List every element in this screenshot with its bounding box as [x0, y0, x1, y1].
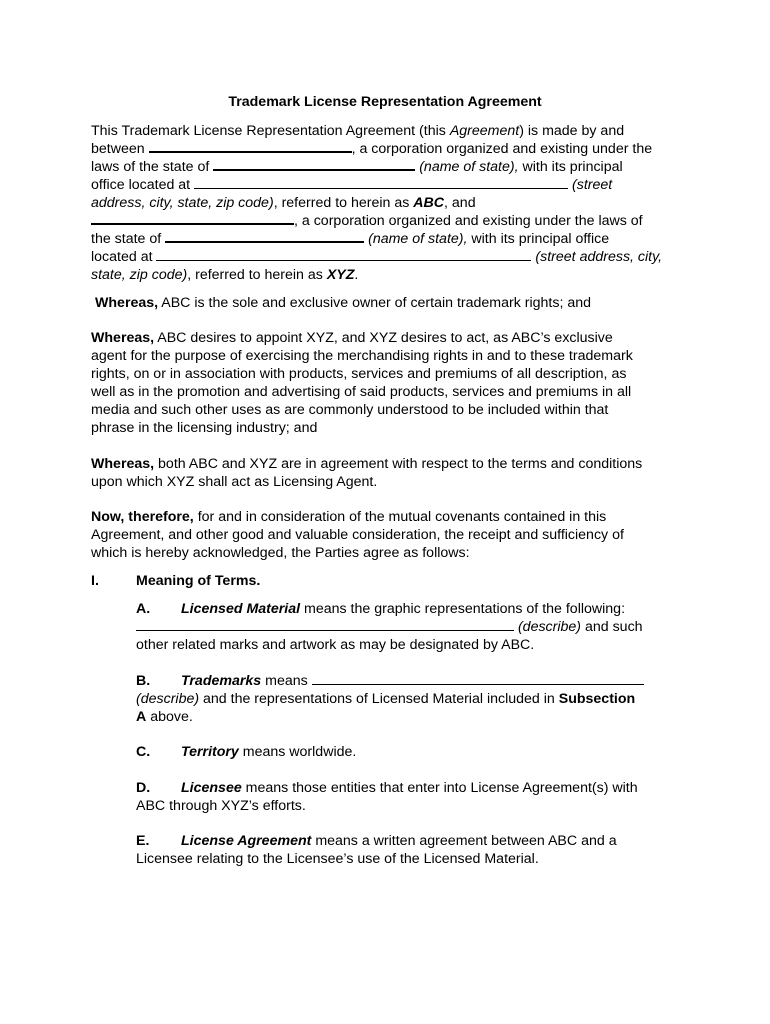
whereas-text: ABC desires to appoint XYZ, and XYZ desires to act, as ABC’s exclusive [154, 330, 613, 346]
therefore-line-2: Agreement, and other good and valuable consideration, the receipt and sufficiency of [91, 527, 624, 543]
party-b-address-blank[interactable] [156, 249, 531, 261]
trademarks-blank[interactable] [312, 673, 644, 685]
definition-text: means [261, 673, 312, 689]
item-e-letter: E. [136, 833, 150, 849]
whereas-label: Whereas, [95, 295, 159, 311]
whereas-label: Whereas, [91, 330, 155, 346]
intro-line-7 [91, 230, 609, 248]
subsection-ref: A [136, 709, 147, 725]
whereas-3-line-2: upon which XYZ shall act as Licensing Agent. [91, 474, 378, 490]
item-d-letter: D. [136, 780, 151, 796]
whereas-2-line-3: rights, on or in association with products, services and premiums of all description, as [91, 366, 627, 382]
item-c-letter: C. [136, 744, 151, 760]
definition-text: and such [581, 619, 643, 635]
intro-text: located at [91, 249, 157, 265]
item-b-line-1 [181, 672, 644, 690]
therefore-text: for and in consideration of the mutual covenants contained in this [193, 509, 607, 525]
intro-line-5 [91, 194, 476, 212]
definition-text: means the graphic representations of the following: [300, 601, 626, 617]
intro-text: , referred to herein as [273, 195, 414, 211]
whereas-2-line-2: agent for the purpose of exercising the merchandising rights in and to these trademark [91, 348, 633, 364]
definition-text: means those entities that enter into License Agreement(s) with [241, 780, 638, 796]
party-a-address-blank[interactable] [194, 177, 568, 189]
intro-text: the state of [91, 231, 166, 247]
intro-text: with its principal [518, 159, 623, 175]
whereas-2-line-6: phrase in the licensing industry; and [91, 420, 318, 436]
item-c-line-1 [181, 743, 356, 761]
intro-text: between [91, 141, 149, 157]
intro-text: , a corporation organized and existing under the [351, 141, 653, 157]
therefore-label: Now, therefore, [91, 509, 194, 525]
intro-text: ) is made by and [519, 123, 625, 139]
whereas-text: both ABC and XYZ are in agreement with respect to the terms and conditions [154, 456, 643, 472]
intro-text: This Trademark License Representation Agreement (this [91, 123, 450, 139]
hint-text: (name of state), [419, 159, 519, 175]
defined-term: Trademarks [181, 673, 262, 689]
item-b-line-3 [136, 708, 193, 726]
definition-text: and the representations of Licensed Material included in [199, 691, 559, 707]
defined-term: Territory [181, 744, 239, 760]
xyz-term: XYZ [326, 267, 355, 283]
intro-line-2 [91, 140, 652, 158]
whereas-text: ABC is the sole and exclusive owner of certain trademark rights; and [158, 295, 592, 311]
item-b-line-2 [136, 690, 635, 708]
defined-term: Licensee [181, 780, 242, 796]
intro-line-4 [91, 176, 612, 194]
licensed-material-blank[interactable] [136, 619, 514, 631]
hint-text: (street address, city, [535, 249, 663, 265]
definition-text: means a written agreement between ABC and a [311, 833, 617, 849]
intro-text: office located at [91, 177, 195, 193]
subsection-ref: Subsection [558, 691, 636, 707]
section-heading: Meaning of Terms. [136, 573, 261, 589]
intro-line-1 [91, 122, 624, 140]
hint-text: (name of state), [368, 231, 468, 247]
whereas-1 [95, 294, 591, 312]
section-number: I. [91, 573, 99, 589]
intro-text: . [354, 267, 359, 283]
whereas-label: Whereas, [91, 456, 155, 472]
item-a-letter: A. [136, 601, 151, 617]
item-a-line-1 [181, 600, 625, 618]
intro-text: , and [444, 195, 476, 211]
intro-line-9 [91, 266, 358, 284]
agreement-term: Agreement [449, 123, 520, 139]
definition-text: above. [146, 709, 193, 725]
document-title: Trademark License Representation Agreement [228, 94, 542, 110]
party-b-name-blank[interactable] [91, 212, 294, 225]
abc-term: ABC [413, 195, 445, 211]
defined-term: License Agreement [181, 833, 312, 849]
item-b-letter: B. [136, 673, 151, 689]
party-a-state-blank[interactable] [213, 158, 415, 171]
defined-term: Licensed Material [181, 601, 301, 617]
item-a-line-3: other related marks and artwork as may be designated by ABC. [136, 637, 535, 653]
intro-line-6 [91, 212, 643, 230]
hint-text: (describe) [517, 619, 582, 635]
definition-text: means worldwide. [238, 744, 357, 760]
hint-text: address, city, state, zip code) [91, 195, 274, 211]
intro-text: laws of the state of [91, 159, 214, 175]
therefore-line-1 [91, 508, 606, 526]
hint-text: (describe) [136, 691, 200, 707]
intro-text: , a corporation organized and existing under the laws of [294, 213, 643, 229]
hint-text: state, zip code) [91, 267, 188, 283]
therefore-line-3: which is hereby acknowledged, the Parties agree as follows: [91, 545, 470, 561]
whereas-3-line-1 [91, 455, 642, 473]
whereas-2-line-5: media and such other uses as are commonly understood to be included within that [91, 402, 609, 418]
item-d-line-2: ABC through XYZ’s efforts. [136, 798, 306, 814]
item-a-line-2 [136, 618, 643, 636]
intro-text: with its principal office [467, 231, 610, 247]
item-d-line-1 [181, 779, 638, 797]
item-e-line-1 [181, 832, 617, 850]
item-e-line-2: Licensee relating to the Licensee’s use of the Licensed Material. [136, 851, 539, 867]
whereas-2-line-4: well as in the promotion and advertising of said products, services and premiums in all [91, 384, 632, 400]
intro-text: , referred to herein as [187, 267, 327, 283]
party-a-name-blank[interactable] [149, 140, 352, 153]
hint-text: (street [572, 177, 613, 193]
intro-line-3 [91, 158, 623, 176]
party-b-state-blank[interactable] [165, 230, 364, 243]
whereas-2-line-1 [91, 329, 613, 347]
intro-line-8 [91, 248, 662, 266]
